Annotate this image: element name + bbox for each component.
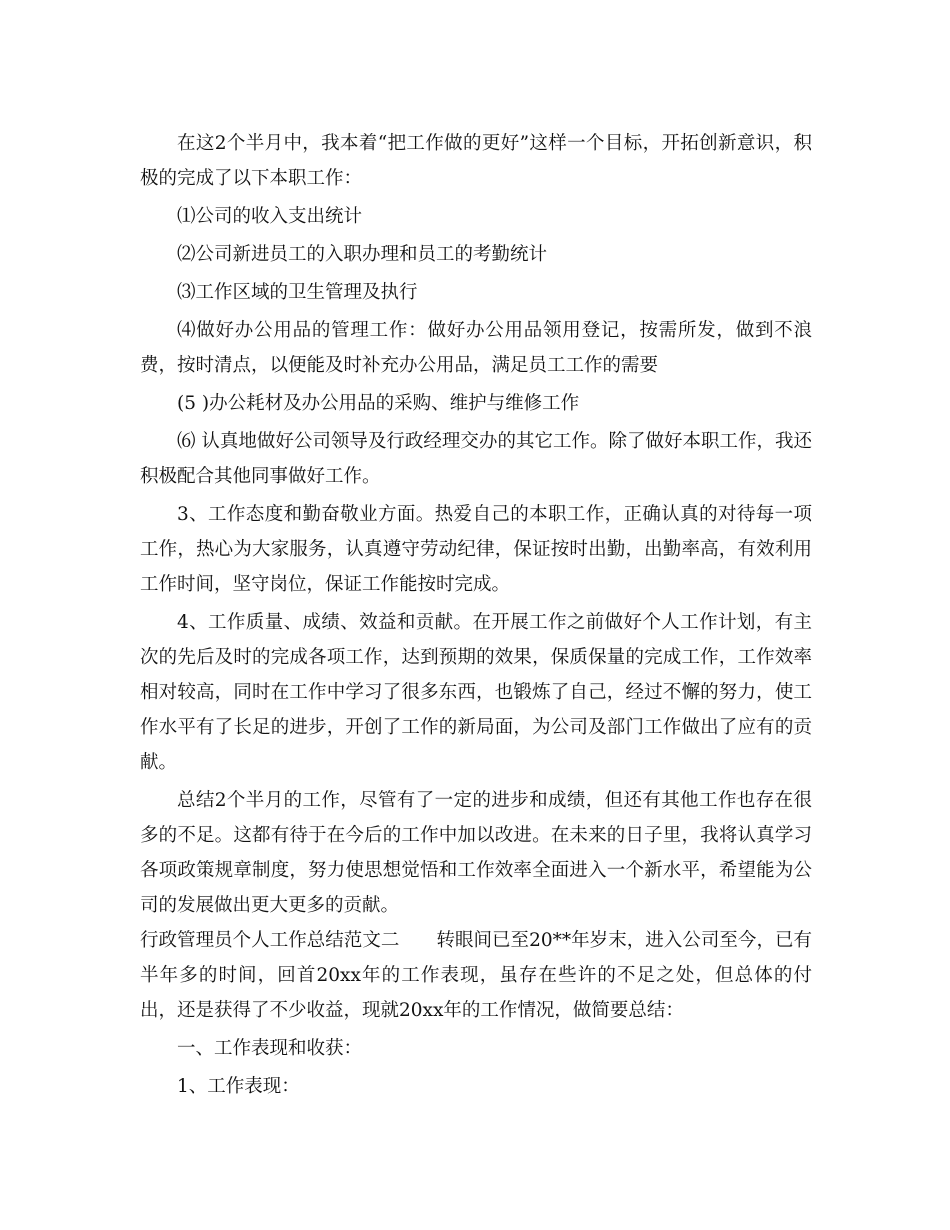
list-item-income-statistics: ⑴公司的收入支出统计 bbox=[177, 206, 363, 227]
list-item-other-tasks: ⑹ 认真地做好公司领导及行政经理交办的其它工作。除了做好本职工作，我还积极配合其他同事做好工作。 bbox=[140, 431, 812, 487]
paragraph-sample-two-heading: 行政管理员个人工作总结范文二 转眼间已至20**年岁末，进入公司至今，已有半年多的时间，回首20xx年的工作表现，虽存在些许的不足之处，但总体的付出，还是获得了不少收益，现就20xx年的工作情况，做简要总结： bbox=[140, 930, 812, 1021]
list-item-onboarding-attendance: ⑵公司新进员工的入职办理和员工的考勤统计 bbox=[177, 244, 548, 265]
paragraph-work-attitude: 3、工作态度和勤奋敬业方面。热爱自己的本职工作，正确认真的对待每一项工作，热心为大家服务，认真遵守劳动纪律，保证按时出勤，出勤率高，有效利用工作时间，坚守岗位，保证工作能按时完成。 bbox=[140, 504, 812, 595]
list-item-office-supplies: ⑷做好办公用品的管理工作：做好办公用品领用登记，按需所发，做到不浪费，按时清点，以便能及时补充办公用品，满足员工工作的需要 bbox=[140, 320, 812, 376]
subsection-heading-work-performance: 1、工作表现： bbox=[177, 1076, 300, 1097]
paragraph-intro: 在这2个半月中，我本着“把工作做的更好”这样一个目标，开拓创新意识，积极的完成了以下本职工作： bbox=[140, 133, 812, 189]
paragraph-work-quality: 4、工作质量、成绩、效益和贡献。在开展工作之前做好个人工作计划，有主次的先后及时的完成各项工作，达到预期的效果，保质保量的完成工作，工作效率相对较高，同时在工作中学习了很多东西，也锻炼了自己，经过不懈的努力，使工作水平有了长足的进步，开创了工作的新局面，为公司及部门工作做出了应有的贡献。 bbox=[140, 612, 812, 773]
document-body bbox=[140, 126, 812, 1104]
section-heading-performance: 一、工作表现和收获： bbox=[177, 1038, 363, 1059]
list-item-procurement: (5 )办公耗材及办公用品的采购、维护与维修工作 bbox=[177, 393, 580, 414]
paragraph-summary: 总结2个半月的工作，尽管有了一定的进步和成绩，但还有其他工作也存在很多的不足。这都有待于在今后的工作中加以改进。在未来的日子里，我将认真学习各项政策规章制度，努力使思想觉悟和工作效率全面进入一个新水平，希望能为公司的发展做出更大更多的贡献。 bbox=[140, 790, 812, 916]
list-item-hygiene-management: ⑶工作区域的卫生管理及执行 bbox=[177, 282, 418, 303]
